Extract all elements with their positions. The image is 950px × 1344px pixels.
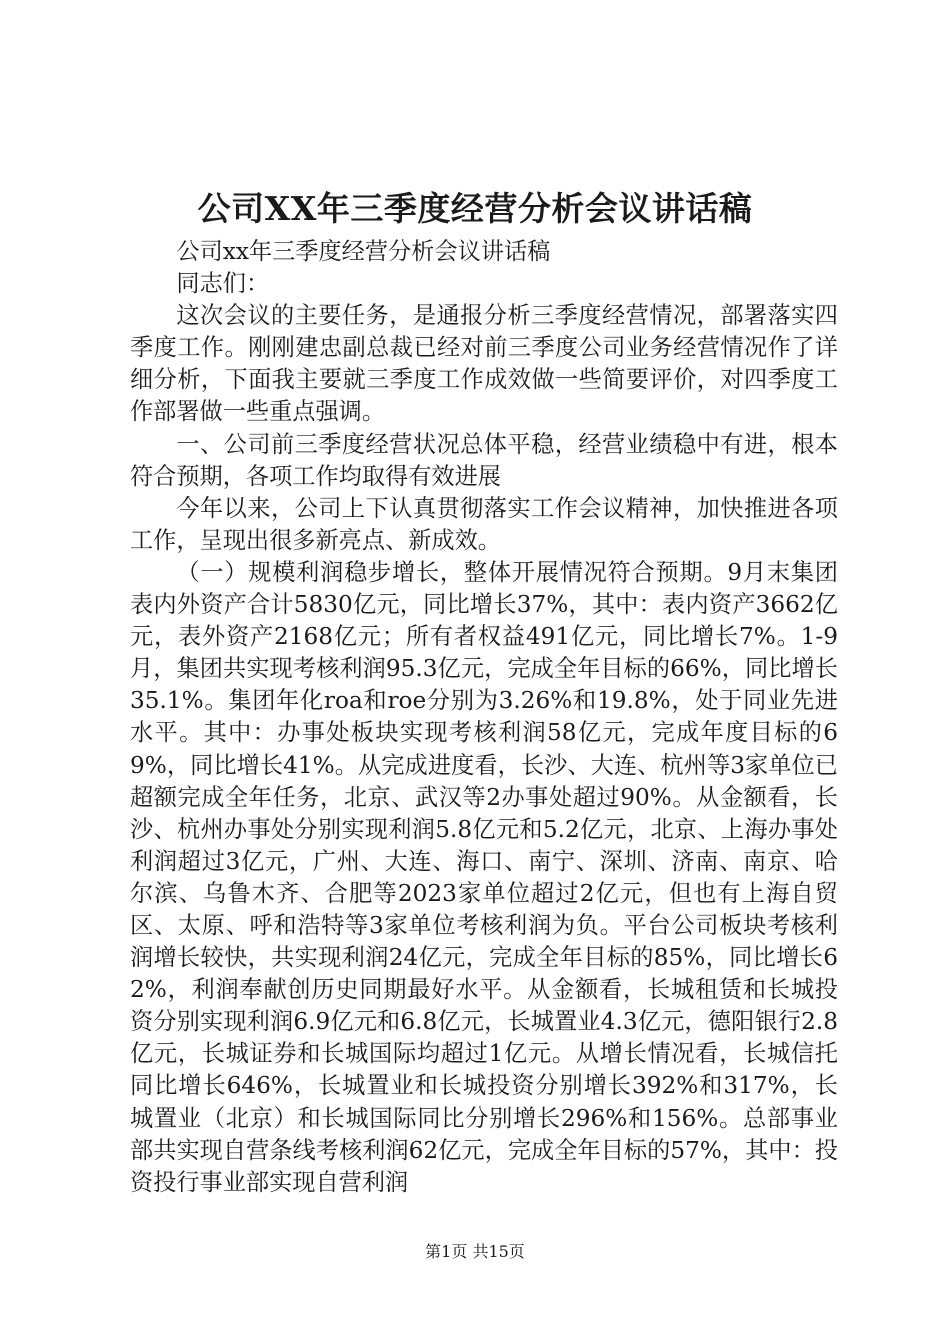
- document-body: [130, 236, 838, 1199]
- paragraph-intro: 这次会议的主要任务，是通报分析三季度经营情况，部署落实四季度工作。刚刚建忠副总裁已经对前三季度公司业务经营情况作了详细分析，下面我主要就三季度工作成效做一些简要评价，对四季度工作部署做一些重点强调。: [130, 302, 838, 426]
- paragraph-section-heading: 一、公司前三季度经营状况总体平稳，经营业绩稳中有进，根本符合预期，各项工作均取得有效进展: [130, 430, 838, 490]
- paragraph-details: （一）规模利润稳步增长，整体开展情况符合预期。9月末集团表内外资产合计5830亿元，同比增长37%，其中：表内资产3662亿元，表外资产2168亿元；所有者权益491亿元，同比增长7%。1-9月，集团共实现考核利润95.3亿元，完成全年目标的66%，同比增长35.1%。集团年化roa和roe分别为3.26%和19.8%，处于同业先进水平。其中：办事处板块实现考核利润58亿元，完成年度目标的69%，同比增长41%。从完成进度看，长沙、大连、杭州等3家单位已超额完成全年任务，北京、武汉等2办事处超过90%。从金额看，长沙、杭州办事处分别实现利润5.8亿元和5.2亿元，北京、上海办事处利润超过3亿元，广州、大连、海口、南宁、深圳、济南、南京、哈尔滨、乌鲁木齐、合肥等2023家单位超过2亿元，但也有上海自贸区、太原、呼和浩特等3家单位考核利润为负。平台公司板块考核利润增长较快，共实现利润24亿元，完成全年目标的85%，同比增长62%，利润奉献创历史同期最好水平。从金额看，长城租赁和长城投资分别实现利润6.9亿元和6.8亿元，长城置业4.3亿元，德阳银行2.8亿元，长城证券和长城国际均超过1亿元。从增长情况看，长城信托同比增长646%，长城置业和长城投资分别增长392%和317%，长城置业（北京）和长城国际同比分别增长296%和156%。总部事业部共实现自营条线考核利润62亿元，完成全年目标的57%，其中：投资投行事业部实现自营利润: [130, 558, 838, 1196]
- paragraph-salutation: 同志们：: [176, 270, 270, 298]
- document-title: 公司XX年三季度经营分析会议讲话稿: [197, 189, 753, 228]
- page-footer: 第1页 共15页: [425, 1242, 525, 1261]
- paragraph-overview: 今年以来，公司上下认真贯彻落实工作会议精神，加快推进各项工作，呈现出很多新亮点、新成效。: [130, 494, 838, 554]
- paragraph-subtitle: 公司xx年三季度经营分析会议讲话稿: [176, 238, 551, 265]
